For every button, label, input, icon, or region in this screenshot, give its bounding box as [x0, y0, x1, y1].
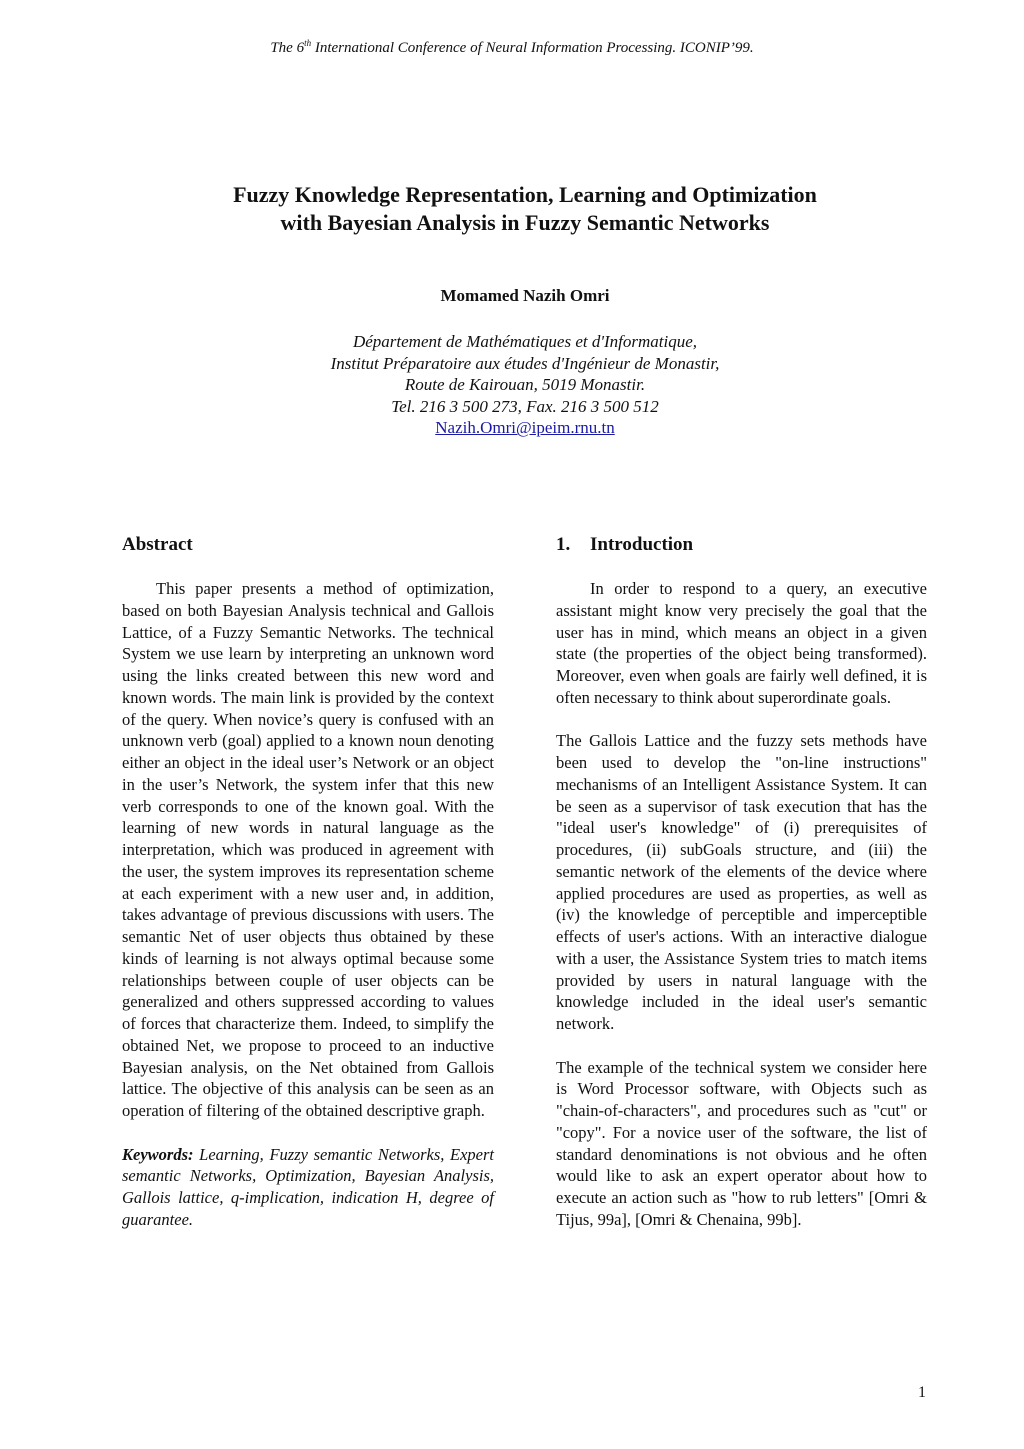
- intro-paragraph-1: In order to respond to a query, an executive assistant might know very precisely the goal that the user has in mind, which means an object in a given state (the properties of the object being transformed). Moreover, even when goals are fairly well defined, it is often necessary to think about superordinate goals.: [556, 579, 927, 707]
- intro-paragraph-3: The example of the technical system we consider here is Word Processor software, with Objects such as "chain-of-characters", and procedures such as "cut" or "copy". For a novice user of the software, the list of standard denominations is not obvious and he often would like to ask an expert operator about how to execute an action such as "how to rub letters" [Omri & Tijus, 99a], [Omri & Chenaina, 99b].: [556, 1057, 927, 1229]
- left-column: [122, 532, 494, 1231]
- introduction-heading: [556, 532, 927, 578]
- keywords-label: Keywords:: [122, 1144, 194, 1164]
- abstract-text: This paper presents a method of optimization, based on both Bayesian Analysis technical and Gallois Lattice, of a Fuzzy Semantic Networks. The technical System we use learn by interpreting an unknown word using the links created between this new word and known words. The main link is provided by the context of the query. When novice’s query is confused with an unknown verb (goal) applied to a known noun denoting either an object in the ideal user’s Network or an object in the user’s Network, the system infer that this new verb corresponds to one of the known goal. With the learning of new words in natural language as the interpretation, which was produced in agreement with the user, the system improves its representation scheme at each experiment with a new user and, in addition, takes advantage of previous discussions with users. The semantic Net of user objects thus obtained by these kinds of learning is not always optimal because some relationships between couple of user objects can be generalized and others suppressed according to values of forces that characterize them. Indeed, to simplify the obtained Net, we propose to proceed to an inductive Bayesian analysis, on the Net obtained from Gallois lattice. The objective of this analysis can be seen as an operation of filtering of the obtained descriptive graph.: [122, 579, 494, 1120]
- intro-paragraph-2: The Gallois Lattice and the fuzzy sets methods have been used to develop the "on-line instructions" mechanisms of an Intelligent Assistance System. It can be seen as a supervisor of task execution that has the "ideal user's knowledge" of (i) prerequisites of procedures, (ii) subGoals structure, and (iii) the semantic network of the elements of the device where applied procedures are used as properties, as well as (iv) the knowledge of perceptible and imperceptible effects of user's actions. With an interactive dialogue with a user, the Assistance System tries to match items provided by users in natural language with the knowledge included in the ideal user's semantic network.: [556, 731, 927, 1033]
- author-email-link[interactable]: Nazih.Omri@ipeim.rnu.tn: [435, 418, 615, 438]
- section-number: 1.: [556, 534, 571, 555]
- affiliation-line-1: Département de Mathématiques et d'Informatique,: [352, 332, 698, 351]
- page-number: 1: [918, 1384, 926, 1401]
- affiliation-line-2: Institut Préparatoire aux études d'Ingénieur de Monastir,: [330, 353, 720, 373]
- affiliation-block: [112, 331, 938, 439]
- author-name: Momamed Nazih Omri: [440, 286, 610, 305]
- abstract-heading: Abstract: [122, 534, 193, 555]
- header-prefix: The 6: [270, 40, 305, 56]
- header-superscript: th: [304, 38, 312, 48]
- affiliation-line-4: Tel. 216 3 500 273, Fax. 216 3 500 512: [391, 396, 659, 416]
- keywords-list: Learning, Fuzzy semantic Networks, Expert semantic Networks, Optimization, Bayesian Analysis, Gallois lattice, q-implication, indication H, degree of guarantee.: [122, 1144, 494, 1229]
- title-line-2: with Bayesian Analysis in Fuzzy Semantic Networks: [280, 210, 770, 235]
- affiliation-line-3: Route de Kairouan, 5019 Monastir.: [404, 375, 646, 395]
- running-header: [0, 38, 1024, 58]
- paper-title: [112, 181, 938, 237]
- keywords-paragraph: [122, 1144, 494, 1231]
- section-title: Introduction: [590, 534, 694, 555]
- header-suffix: International Conference of Neural Information Processing. ICONIP’99.: [311, 40, 754, 56]
- right-column: [556, 532, 927, 1231]
- title-line-1: Fuzzy Knowledge Representation, Learning and Optimization: [233, 182, 817, 207]
